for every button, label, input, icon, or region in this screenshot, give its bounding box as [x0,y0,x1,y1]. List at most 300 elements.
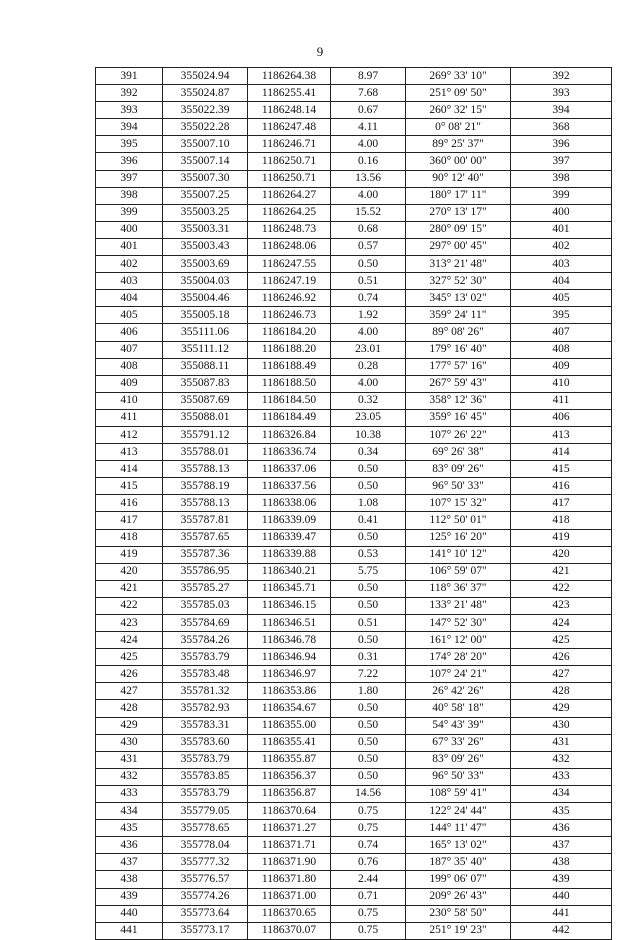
table-row [96,837,612,854]
table-row [96,615,612,632]
next-point-cell: 393 [511,85,612,102]
y-coordinate-cell: 1186247.19 [248,273,331,290]
next-point-cell: 368 [511,119,612,136]
table-row [96,700,612,717]
y-coordinate-cell: 1186346.78 [248,632,331,649]
distance-cell: 0.76 [331,854,406,871]
table-row [96,85,612,102]
table-row [96,666,612,683]
point-number-cell: 391 [96,68,163,85]
next-point-cell: 437 [511,837,612,854]
table-row [96,409,612,426]
bearing-cell: 107° 24' 21" [406,666,511,683]
point-number-cell: 420 [96,563,163,580]
x-coordinate-cell: 355087.83 [163,375,248,392]
y-coordinate-cell: 1186356.87 [248,785,331,802]
bearing-cell: 345° 13' 02" [406,290,511,307]
bearing-cell: 122° 24' 44" [406,803,511,820]
bearing-cell: 230° 58' 50" [406,905,511,922]
point-number-cell: 421 [96,580,163,597]
x-coordinate-cell: 355003.31 [163,221,248,238]
y-coordinate-cell: 1186246.92 [248,290,331,307]
distance-cell: 0.50 [331,256,406,273]
table-row [96,683,612,700]
distance-cell: 23.01 [331,341,406,358]
x-coordinate-cell: 355087.69 [163,392,248,409]
bearing-cell: 89° 25' 37" [406,136,511,153]
table-row [96,512,612,529]
x-coordinate-cell: 355007.10 [163,136,248,153]
table-row [96,905,612,922]
bearing-cell: 107° 15' 32" [406,495,511,512]
table-row [96,375,612,392]
coordinates-table [95,67,612,940]
next-point-cell: 429 [511,700,612,717]
distance-cell: 7.68 [331,85,406,102]
point-number-cell: 405 [96,307,163,324]
bearing-cell: 89° 08' 26" [406,324,511,341]
table-row [96,888,612,905]
y-coordinate-cell: 1186356.37 [248,768,331,785]
y-coordinate-cell: 1186250.71 [248,153,331,170]
y-coordinate-cell: 1186248.06 [248,238,331,255]
x-coordinate-cell: 355022.28 [163,119,248,136]
point-number-cell: 410 [96,392,163,409]
x-coordinate-cell: 355783.79 [163,649,248,666]
bearing-cell: 179° 16' 40" [406,341,511,358]
y-coordinate-cell: 1186370.64 [248,803,331,820]
y-coordinate-cell: 1186337.06 [248,461,331,478]
y-coordinate-cell: 1186339.09 [248,512,331,529]
next-point-cell: 422 [511,580,612,597]
x-coordinate-cell: 355024.94 [163,68,248,85]
y-coordinate-cell: 1186188.20 [248,341,331,358]
bearing-cell: 147° 52' 30" [406,615,511,632]
point-number-cell: 412 [96,426,163,443]
bearing-cell: 108° 59' 41" [406,785,511,802]
distance-cell: 13.56 [331,170,406,187]
bearing-cell: 26° 42' 26" [406,683,511,700]
table-row [96,751,612,768]
next-point-cell: 442 [511,922,612,939]
table-row [96,854,612,871]
bearing-cell: 280° 09' 15" [406,221,511,238]
x-coordinate-cell: 355777.32 [163,854,248,871]
point-number-cell: 401 [96,238,163,255]
next-point-cell: 439 [511,871,612,888]
bearing-cell: 199° 06' 07" [406,871,511,888]
table-row [96,820,612,837]
x-coordinate-cell: 355781.32 [163,683,248,700]
bearing-cell: 359° 16' 45" [406,409,511,426]
bearing-cell: 209° 26' 43" [406,888,511,905]
bearing-cell: 269° 33' 10" [406,68,511,85]
bearing-cell: 359° 24' 11" [406,307,511,324]
distance-cell: 0.16 [331,153,406,170]
point-number-cell: 439 [96,888,163,905]
table-row [96,632,612,649]
distance-cell: 0.41 [331,512,406,529]
next-point-cell: 411 [511,392,612,409]
x-coordinate-cell: 355778.65 [163,820,248,837]
bearing-cell: 40° 58' 18" [406,700,511,717]
point-number-cell: 403 [96,273,163,290]
x-coordinate-cell: 355088.01 [163,409,248,426]
point-number-cell: 414 [96,461,163,478]
distance-cell: 0.51 [331,615,406,632]
y-coordinate-cell: 1186247.48 [248,119,331,136]
next-point-cell: 415 [511,461,612,478]
table-row [96,426,612,443]
y-coordinate-cell: 1186184.20 [248,324,331,341]
x-coordinate-cell: 355773.64 [163,905,248,922]
next-point-cell: 392 [511,68,612,85]
bearing-cell: 177° 57' 16" [406,358,511,375]
point-number-cell: 426 [96,666,163,683]
y-coordinate-cell: 1186264.25 [248,204,331,221]
point-number-cell: 424 [96,632,163,649]
table-row [96,768,612,785]
next-point-cell: 425 [511,632,612,649]
bearing-cell: 69° 26' 38" [406,444,511,461]
y-coordinate-cell: 1186346.97 [248,666,331,683]
distance-cell: 4.00 [331,375,406,392]
table-row [96,204,612,221]
next-point-cell: 396 [511,136,612,153]
table-row [96,358,612,375]
x-coordinate-cell: 355004.46 [163,290,248,307]
next-point-cell: 406 [511,409,612,426]
point-number-cell: 435 [96,820,163,837]
point-number-cell: 431 [96,751,163,768]
distance-cell: 0.74 [331,837,406,854]
y-coordinate-cell: 1186337.56 [248,478,331,495]
next-point-cell: 400 [511,204,612,221]
point-number-cell: 432 [96,768,163,785]
x-coordinate-cell: 355778.04 [163,837,248,854]
point-number-cell: 393 [96,102,163,119]
next-point-cell: 438 [511,854,612,871]
y-coordinate-cell: 1186326.84 [248,426,331,443]
point-number-cell: 440 [96,905,163,922]
next-point-cell: 424 [511,615,612,632]
next-point-cell: 395 [511,307,612,324]
point-number-cell: 407 [96,341,163,358]
distance-cell: 0.68 [331,221,406,238]
x-coordinate-cell: 355007.25 [163,187,248,204]
y-coordinate-cell: 1186255.41 [248,85,331,102]
distance-cell: 10.38 [331,426,406,443]
point-number-cell: 430 [96,734,163,751]
point-number-cell: 411 [96,409,163,426]
y-coordinate-cell: 1186339.88 [248,546,331,563]
x-coordinate-cell: 355783.79 [163,751,248,768]
table-row [96,341,612,358]
x-coordinate-cell: 355004.03 [163,273,248,290]
y-coordinate-cell: 1186371.00 [248,888,331,905]
distance-cell: 0.32 [331,392,406,409]
point-number-cell: 428 [96,700,163,717]
y-coordinate-cell: 1186345.71 [248,580,331,597]
x-coordinate-cell: 355791.12 [163,426,248,443]
y-coordinate-cell: 1186247.55 [248,256,331,273]
distance-cell: 0.71 [331,888,406,905]
distance-cell: 0.50 [331,461,406,478]
x-coordinate-cell: 355785.03 [163,597,248,614]
point-number-cell: 395 [96,136,163,153]
table-row [96,734,612,751]
next-point-cell: 441 [511,905,612,922]
point-number-cell: 436 [96,837,163,854]
distance-cell: 0.50 [331,478,406,495]
table-row [96,461,612,478]
distance-cell: 0.50 [331,597,406,614]
x-coordinate-cell: 355005.18 [163,307,248,324]
x-coordinate-cell: 355783.79 [163,785,248,802]
next-point-cell: 404 [511,273,612,290]
distance-cell: 7.22 [331,666,406,683]
table-row [96,597,612,614]
distance-cell: 0.50 [331,751,406,768]
x-coordinate-cell: 355783.85 [163,768,248,785]
distance-cell: 23.05 [331,409,406,426]
table-row [96,563,612,580]
next-point-cell: 421 [511,563,612,580]
point-number-cell: 402 [96,256,163,273]
next-point-cell: 401 [511,221,612,238]
distance-cell: 0.34 [331,444,406,461]
next-point-cell: 430 [511,717,612,734]
bearing-cell: 270° 13' 17" [406,204,511,221]
y-coordinate-cell: 1186336.74 [248,444,331,461]
table-row [96,649,612,666]
x-coordinate-cell: 355788.19 [163,478,248,495]
y-coordinate-cell: 1186340.21 [248,563,331,580]
table-row [96,170,612,187]
y-coordinate-cell: 1186353.86 [248,683,331,700]
distance-cell: 0.75 [331,922,406,939]
next-point-cell: 418 [511,512,612,529]
distance-cell: 15.52 [331,204,406,221]
distance-cell: 0.57 [331,238,406,255]
next-point-cell: 432 [511,751,612,768]
point-number-cell: 423 [96,615,163,632]
bearing-cell: 83° 09' 26" [406,461,511,478]
bearing-cell: 313° 21' 48" [406,256,511,273]
distance-cell: 4.00 [331,324,406,341]
table-row [96,290,612,307]
next-point-cell: 434 [511,785,612,802]
y-coordinate-cell: 1186355.00 [248,717,331,734]
y-coordinate-cell: 1186355.87 [248,751,331,768]
distance-cell: 0.50 [331,717,406,734]
distance-cell: 2.44 [331,871,406,888]
table-row [96,495,612,512]
y-coordinate-cell: 1186188.50 [248,375,331,392]
table-row [96,580,612,597]
bearing-cell: 260° 32' 15" [406,102,511,119]
x-coordinate-cell: 355788.13 [163,461,248,478]
bearing-cell: 267° 59' 43" [406,375,511,392]
distance-cell: 0.74 [331,290,406,307]
table-row [96,153,612,170]
table-row [96,136,612,153]
distance-cell: 0.50 [331,580,406,597]
x-coordinate-cell: 355784.69 [163,615,248,632]
point-number-cell: 438 [96,871,163,888]
bearing-cell: 96° 50' 33" [406,478,511,495]
point-number-cell: 400 [96,221,163,238]
next-point-cell: 413 [511,426,612,443]
coordinates-table-body [96,68,612,940]
next-point-cell: 403 [511,256,612,273]
y-coordinate-cell: 1186246.73 [248,307,331,324]
y-coordinate-cell: 1186184.49 [248,409,331,426]
next-point-cell: 428 [511,683,612,700]
bearing-cell: 96° 50' 33" [406,768,511,785]
bearing-cell: 327° 52' 30" [406,273,511,290]
point-number-cell: 399 [96,204,163,221]
y-coordinate-cell: 1186371.27 [248,820,331,837]
bearing-cell: 54° 43' 39" [406,717,511,734]
y-coordinate-cell: 1186371.71 [248,837,331,854]
point-number-cell: 429 [96,717,163,734]
point-number-cell: 425 [96,649,163,666]
point-number-cell: 406 [96,324,163,341]
y-coordinate-cell: 1186346.94 [248,649,331,666]
x-coordinate-cell: 355788.13 [163,495,248,512]
y-coordinate-cell: 1186250.71 [248,170,331,187]
distance-cell: 0.75 [331,905,406,922]
point-number-cell: 418 [96,529,163,546]
distance-cell: 0.50 [331,529,406,546]
bearing-cell: 0° 08' 21" [406,119,511,136]
x-coordinate-cell: 355022.39 [163,102,248,119]
table-row [96,102,612,119]
distance-cell: 1.92 [331,307,406,324]
next-point-cell: 402 [511,238,612,255]
table-row [96,68,612,85]
next-point-cell: 410 [511,375,612,392]
x-coordinate-cell: 355003.69 [163,256,248,273]
point-number-cell: 427 [96,683,163,700]
bearing-cell: 118° 36' 37" [406,580,511,597]
point-number-cell: 417 [96,512,163,529]
bearing-cell: 360° 00' 00" [406,153,511,170]
next-point-cell: 431 [511,734,612,751]
x-coordinate-cell: 355784.26 [163,632,248,649]
next-point-cell: 394 [511,102,612,119]
table-row [96,785,612,802]
y-coordinate-cell: 1186264.38 [248,68,331,85]
point-number-cell: 413 [96,444,163,461]
y-coordinate-cell: 1186339.47 [248,529,331,546]
next-point-cell: 419 [511,529,612,546]
next-point-cell: 417 [511,495,612,512]
distance-cell: 0.53 [331,546,406,563]
distance-cell: 0.50 [331,734,406,751]
bearing-cell: 161° 12' 00" [406,632,511,649]
next-point-cell: 399 [511,187,612,204]
bearing-cell: 251° 19' 23" [406,922,511,939]
point-number-cell: 394 [96,119,163,136]
point-number-cell: 419 [96,546,163,563]
y-coordinate-cell: 1186188.49 [248,358,331,375]
distance-cell: 0.50 [331,700,406,717]
next-point-cell: 409 [511,358,612,375]
x-coordinate-cell: 355787.65 [163,529,248,546]
next-point-cell: 405 [511,290,612,307]
table-row [96,256,612,273]
point-number-cell: 404 [96,290,163,307]
x-coordinate-cell: 355111.12 [163,341,248,358]
distance-cell: 4.00 [331,187,406,204]
distance-cell: 14.56 [331,785,406,802]
point-number-cell: 422 [96,597,163,614]
x-coordinate-cell: 355003.25 [163,204,248,221]
bearing-cell: 358° 12' 36" [406,392,511,409]
next-point-cell: 427 [511,666,612,683]
point-number-cell: 434 [96,803,163,820]
bearing-cell: 187° 35' 40" [406,854,511,871]
bearing-cell: 144° 11' 47" [406,820,511,837]
x-coordinate-cell: 355782.93 [163,700,248,717]
x-coordinate-cell: 355773.17 [163,922,248,939]
point-number-cell: 397 [96,170,163,187]
next-point-cell: 426 [511,649,612,666]
next-point-cell: 408 [511,341,612,358]
bearing-cell: 83° 09' 26" [406,751,511,768]
x-coordinate-cell: 355003.43 [163,238,248,255]
distance-cell: 4.00 [331,136,406,153]
y-coordinate-cell: 1186346.51 [248,615,331,632]
y-coordinate-cell: 1186248.73 [248,221,331,238]
next-point-cell: 398 [511,170,612,187]
table-row [96,221,612,238]
distance-cell: 4.11 [331,119,406,136]
next-point-cell: 423 [511,597,612,614]
table-row [96,803,612,820]
bearing-cell: 180° 17' 11" [406,187,511,204]
x-coordinate-cell: 355776.57 [163,871,248,888]
x-coordinate-cell: 355787.36 [163,546,248,563]
point-number-cell: 398 [96,187,163,204]
distance-cell: 5.75 [331,563,406,580]
point-number-cell: 408 [96,358,163,375]
y-coordinate-cell: 1186264.27 [248,187,331,204]
table-row [96,273,612,290]
next-point-cell: 440 [511,888,612,905]
point-number-cell: 433 [96,785,163,802]
y-coordinate-cell: 1186346.15 [248,597,331,614]
next-point-cell: 433 [511,768,612,785]
point-number-cell: 441 [96,922,163,939]
x-coordinate-cell: 355007.30 [163,170,248,187]
y-coordinate-cell: 1186370.65 [248,905,331,922]
x-coordinate-cell: 355788.01 [163,444,248,461]
table-row [96,546,612,563]
next-point-cell: 416 [511,478,612,495]
table-row [96,238,612,255]
next-point-cell: 414 [511,444,612,461]
table-row [96,529,612,546]
table-row [96,324,612,341]
x-coordinate-cell: 355787.81 [163,512,248,529]
bearing-cell: 251° 09' 50" [406,85,511,102]
distance-cell: 0.75 [331,820,406,837]
bearing-cell: 125° 16' 20" [406,529,511,546]
point-number-cell: 409 [96,375,163,392]
